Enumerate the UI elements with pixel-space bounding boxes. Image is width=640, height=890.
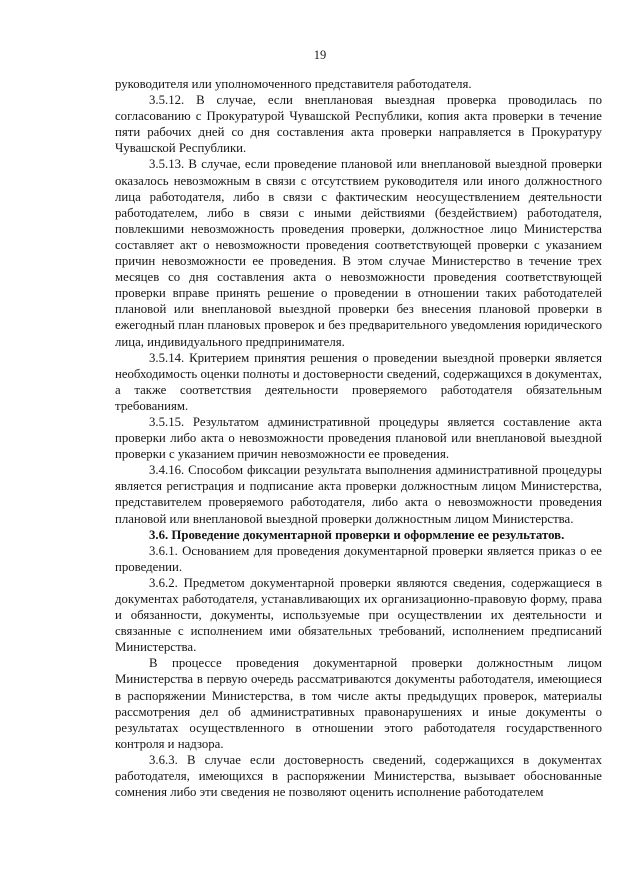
paragraph-3-6-2: 3.6.2. Предметом документарной проверки являются сведения, содержащиеся в документах работодателя, устанавливающих их организационно-правовую форму, права и обязанности, документы, используемые при осуществлении их деятельности и связанные с исполнением ими обязательных требований, исполнением предписаний Министерства. bbox=[115, 575, 602, 655]
paragraph-review-process: В процессе проведения документарной проверки должностным лицом Министерства в первую очередь рассматриваются документы работодателя, имеющиеся в распоряжении Министерства, в том числе акты предыдущих проверок, материалы рассмотрения дел об административных правонарушениях и иные документы о результатах осуществленного в отношении этого работодателя государственного контроля и надзора. bbox=[115, 656, 602, 751]
paragraph-3-5-15: 3.5.15. Результатом административной процедуры является составление акта проверки либо акта о невозможности проведения плановой или внеплановой выездной проверки с указанием причин невозможности ее проведения. bbox=[115, 414, 602, 462]
paragraph-3-5-12: 3.5.12. В случае, если внеплановая выездная проверка проводилась по согласованию с Прокуратурой Чувашской Республики, копия акта проверки в течение пяти рабочих дней со дня составления акта проверки направляется в Прокуратуру Чувашской Республики. bbox=[115, 93, 602, 156]
paragraph-3-5-13: 3.5.13. В случае, если проведение плановой или внеплановой выездной проверки оказалось невозможным в связи с отсутствием руководителя или иного должностного лица работодателя, либо в связи с фактическим неосуществлением деятельности работодателем, либо в связи с иными действиями (бездействием) работодателя, повлекшими невозможность проведения проверки, должностное лицо Министерства составляет акт о невозможности проведения соответствующей проверки с указанием причин невозможности ее проведения. В этом случае Министерство в течение трех месяцев со дня составления акта о невозможности проведения соответствующей проверки вправе принять решение о проведении в отношении таких работодателей плановой или внеплановой выездной проверки без внесения плановой проверки в ежегодный план плановых проверок и без предварительного уведомления юридического лица, индивидуального предпринимателя. bbox=[115, 157, 602, 349]
section-heading-3-6: 3.6. Проведение документарной проверки и оформление ее результатов. bbox=[149, 527, 565, 542]
paragraph-3-4-16: 3.4.16. Способом фиксации результата выполнения административной процедуры является регистрация и подписание акта проверки должностным лицом Министерства, представителем проверяемого работодателя, либо акта о невозможности проведения плановой или внеплановой выездной проверки должностным лицом Министерства. bbox=[115, 463, 602, 526]
page-number: 19 bbox=[313, 48, 327, 62]
paragraph-continuation: руководителя или уполномоченного представителя работодателя. bbox=[115, 77, 472, 91]
paragraph-3-6-1: 3.6.1. Основанием для проведения документарной проверки является приказ о ее проведении. bbox=[115, 543, 602, 574]
document-body bbox=[115, 76, 602, 800]
paragraph-3-6-3: 3.6.3. В случае если достоверность сведений, содержащихся в документах работодателя, имеющихся в распоряжении Министерства, вызывает обоснованные сомнения либо эти сведения не позволяют оценить исполнение работодателем bbox=[115, 752, 602, 800]
paragraph-3-5-14: 3.5.14. Критерием принятия решения о проведении выездной проверки является необходимость оценки полноты и достоверности сведений, содержащихся в документах, а также соответствия деятельности проверяемого работодателя обязательным требованиям. bbox=[115, 350, 602, 413]
